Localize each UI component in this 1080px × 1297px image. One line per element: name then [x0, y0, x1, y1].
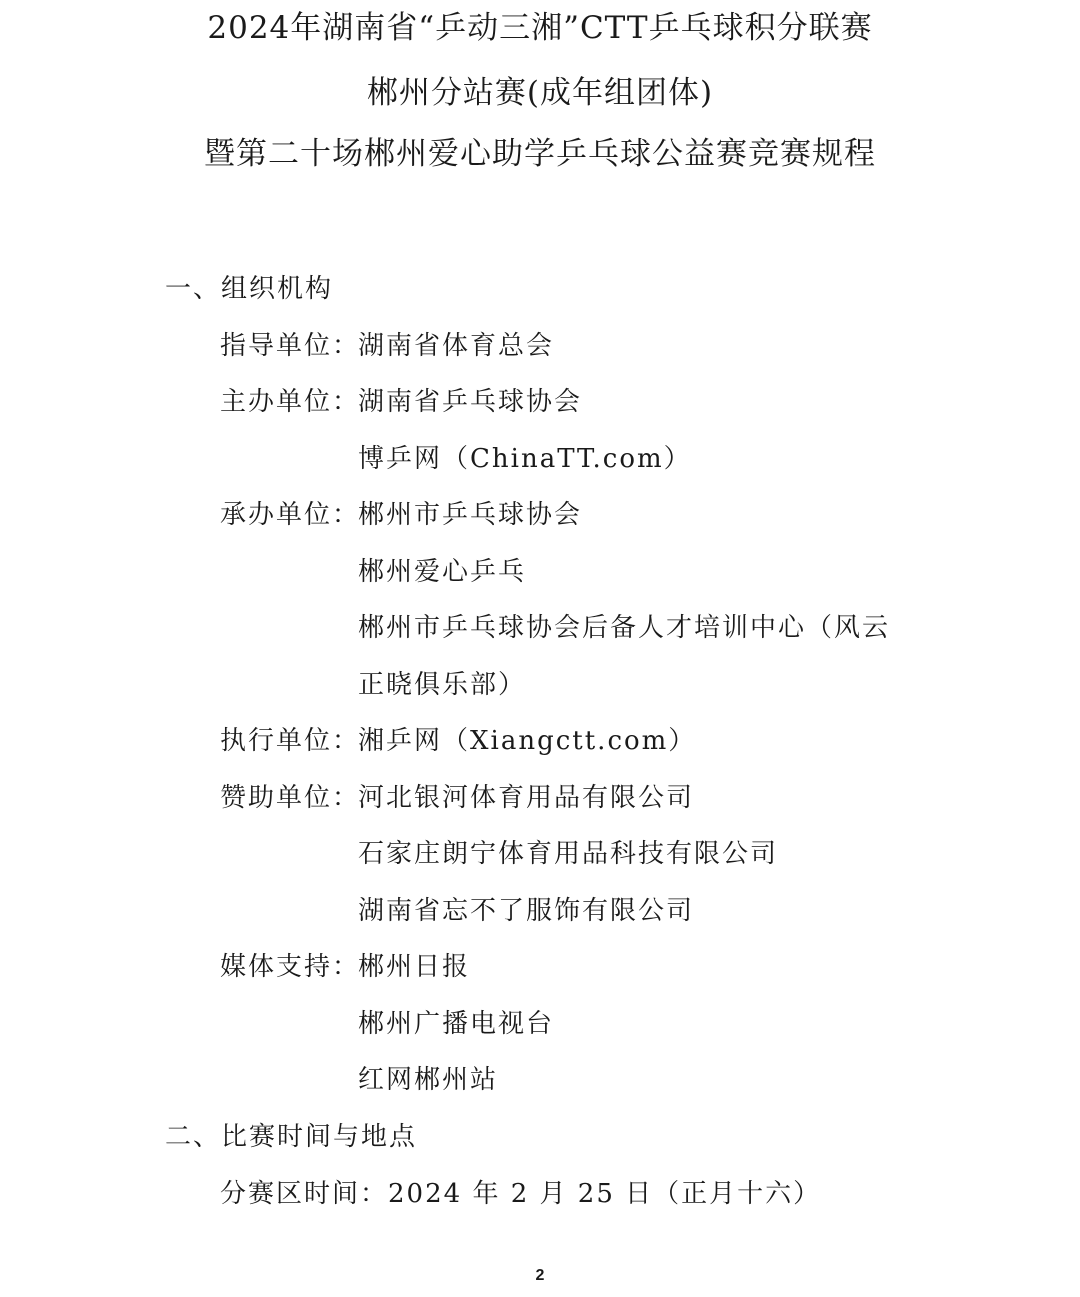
sponsor-unit-value-2: 石家庄朗宁体育用品科技有限公司: [358, 839, 779, 869]
media-support-value-1: 郴州日报: [358, 952, 471, 982]
title-line-3: 暨第二十场郴州爱心助学乒乓球公益赛竞赛规程: [204, 136, 876, 172]
media-support-row: [220, 950, 470, 984]
section-1-heading: 一、组织机构: [165, 274, 334, 304]
host-unit-value-2: 博乒网（ChinaTT.com）: [358, 444, 692, 474]
sponsor-unit-value-3: 湖南省忘不了服饰有限公司: [358, 896, 695, 926]
media-support-value-3: 红网郴州站: [358, 1065, 499, 1095]
division-time-value: 2024 年 2 月 25 日（正月十六）: [388, 1179, 822, 1209]
sponsor-unit-label: 赞助单位：: [220, 783, 361, 813]
title-line-1: 2024年湖南省“乒动三湘”CTT乒乓球积分联赛: [207, 10, 873, 46]
media-support-label: 媒体支持：: [220, 952, 361, 982]
page-number: 2: [535, 1267, 545, 1284]
executor-unit-label: 执行单位：: [220, 726, 361, 756]
title-line-2: 郴州分站赛(成年组团体): [366, 75, 714, 111]
organizer-unit-value-2: 郴州爱心乒乓: [358, 557, 527, 587]
host-unit-value-1: 湖南省乒乓球协会: [358, 387, 583, 417]
organizer-unit-row: [220, 498, 582, 532]
guide-unit-label: 指导单位：: [220, 331, 361, 361]
media-support-value-2: 郴州广播电视台: [358, 1009, 555, 1039]
executor-unit-row: [220, 724, 696, 758]
executor-unit-value: 湘乒网（Xiangctt.com）: [358, 726, 697, 756]
sponsor-unit-value-1: 河北银河体育用品有限公司: [358, 783, 695, 813]
guide-unit-value: 湖南省体育总会: [358, 331, 555, 361]
organizer-unit-value-3: 郴州市乒乓球协会后备人才培训中心（风云: [358, 613, 891, 643]
organizer-unit-value-4: 正晓俱乐部）: [358, 670, 527, 700]
division-time-label: 分赛区时间：: [220, 1179, 389, 1209]
sponsor-unit-row: [220, 781, 694, 815]
organizer-unit-value-1: 郴州市乒乓球协会: [358, 500, 583, 530]
host-unit-label: 主办单位：: [220, 387, 361, 417]
division-time-row: [220, 1177, 821, 1211]
section-2-heading: 二、比赛时间与地点: [165, 1122, 418, 1152]
organizer-unit-label: 承办单位：: [220, 500, 361, 530]
guide-unit-row: [220, 329, 554, 363]
host-unit-row: [220, 385, 582, 419]
